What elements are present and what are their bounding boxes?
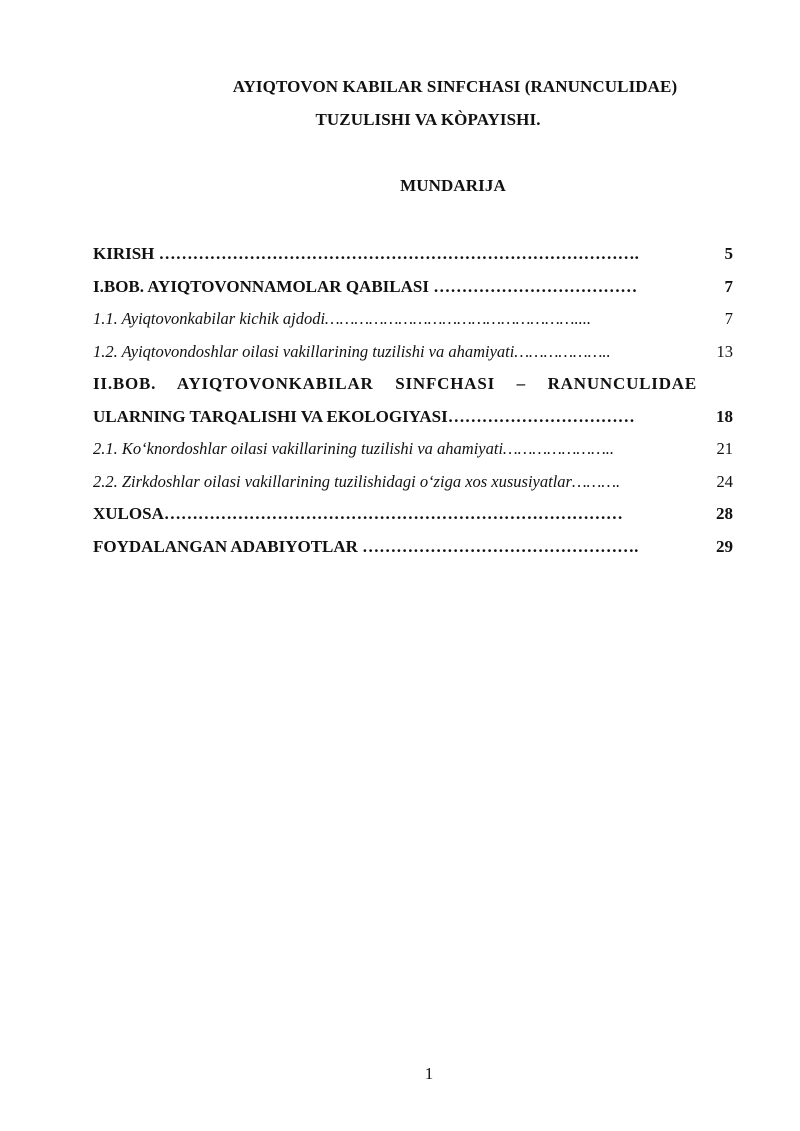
toc-entry-page: 21	[716, 439, 733, 458]
toc-entry-page: 28	[716, 504, 733, 523]
toc-entry-page: 29	[716, 536, 733, 556]
toc-entry[interactable]	[93, 336, 733, 369]
toc-entry-title: XULOSA………………………………………………………………………	[93, 504, 623, 523]
toc-entry-title: 1.1. Ayiqtovonkabilar kichik ajdodi……………………………………………....	[93, 309, 591, 328]
toc-entry[interactable]	[93, 303, 733, 336]
toc-entry[interactable]	[93, 433, 733, 466]
toc-entry[interactable]	[93, 271, 733, 304]
toc-entry-page: 7	[724, 276, 733, 296]
toc-entry-title: II.BOB. AYIQTOVONKABILAR SINFCHASI – RANUNCULIDAE	[93, 374, 697, 393]
toc-entry-page: 24	[716, 471, 733, 491]
toc-entry-page: 18	[716, 406, 733, 426]
toc-entry-title: 1.2. Ayiqtovondoshlar oilasi vakillarining tuzilishi va ahamiyati………………..	[93, 341, 611, 361]
toc-entry[interactable]	[93, 498, 733, 531]
toc-entry-title: KIRISH ………………………………………………………………………….	[93, 244, 639, 263]
page-number: 1	[424, 1064, 434, 1083]
toc-entry-page: 7	[724, 309, 733, 328]
toc-entry-title: FOYDALANGAN ADABIYOTLAR ………………………………………….	[93, 536, 639, 556]
toc-entry-page: 13	[716, 341, 733, 361]
toc-entry[interactable]	[93, 466, 733, 499]
toc-entry-title: 2.2. Zirkdoshlar oilasi vakillarining tuzilishidagi o‘ziga xos xususiyatlar……….	[93, 471, 621, 491]
document-title-line-1: AYIQTOVON KABILAR SINFCHASI (RANUNCULIDAE)	[232, 77, 678, 96]
toc-entry[interactable]	[93, 368, 733, 401]
toc-entry[interactable]	[93, 401, 733, 434]
toc-entry[interactable]	[93, 531, 733, 564]
toc-entry-title: 2.1. Ko‘knordoshlar oilasi vakillarining tuzilishi va ahamiyati…………………..	[93, 439, 614, 458]
toc-heading: MUNDARIJA	[400, 176, 506, 195]
table-of-contents	[93, 238, 733, 563]
toc-entry-title: I.BOB. AYIQTOVONNAMOLAR QABILASI ………………………………	[93, 276, 638, 296]
document-title-line-2: TUZULISHI VA KÒPAYISHI.	[315, 110, 541, 129]
toc-entry[interactable]	[93, 238, 733, 271]
toc-entry-page: 5	[724, 244, 733, 263]
toc-entry-title: ULARNING TARQALISHI VA EKOLOGIYASI……………………………	[93, 406, 635, 426]
